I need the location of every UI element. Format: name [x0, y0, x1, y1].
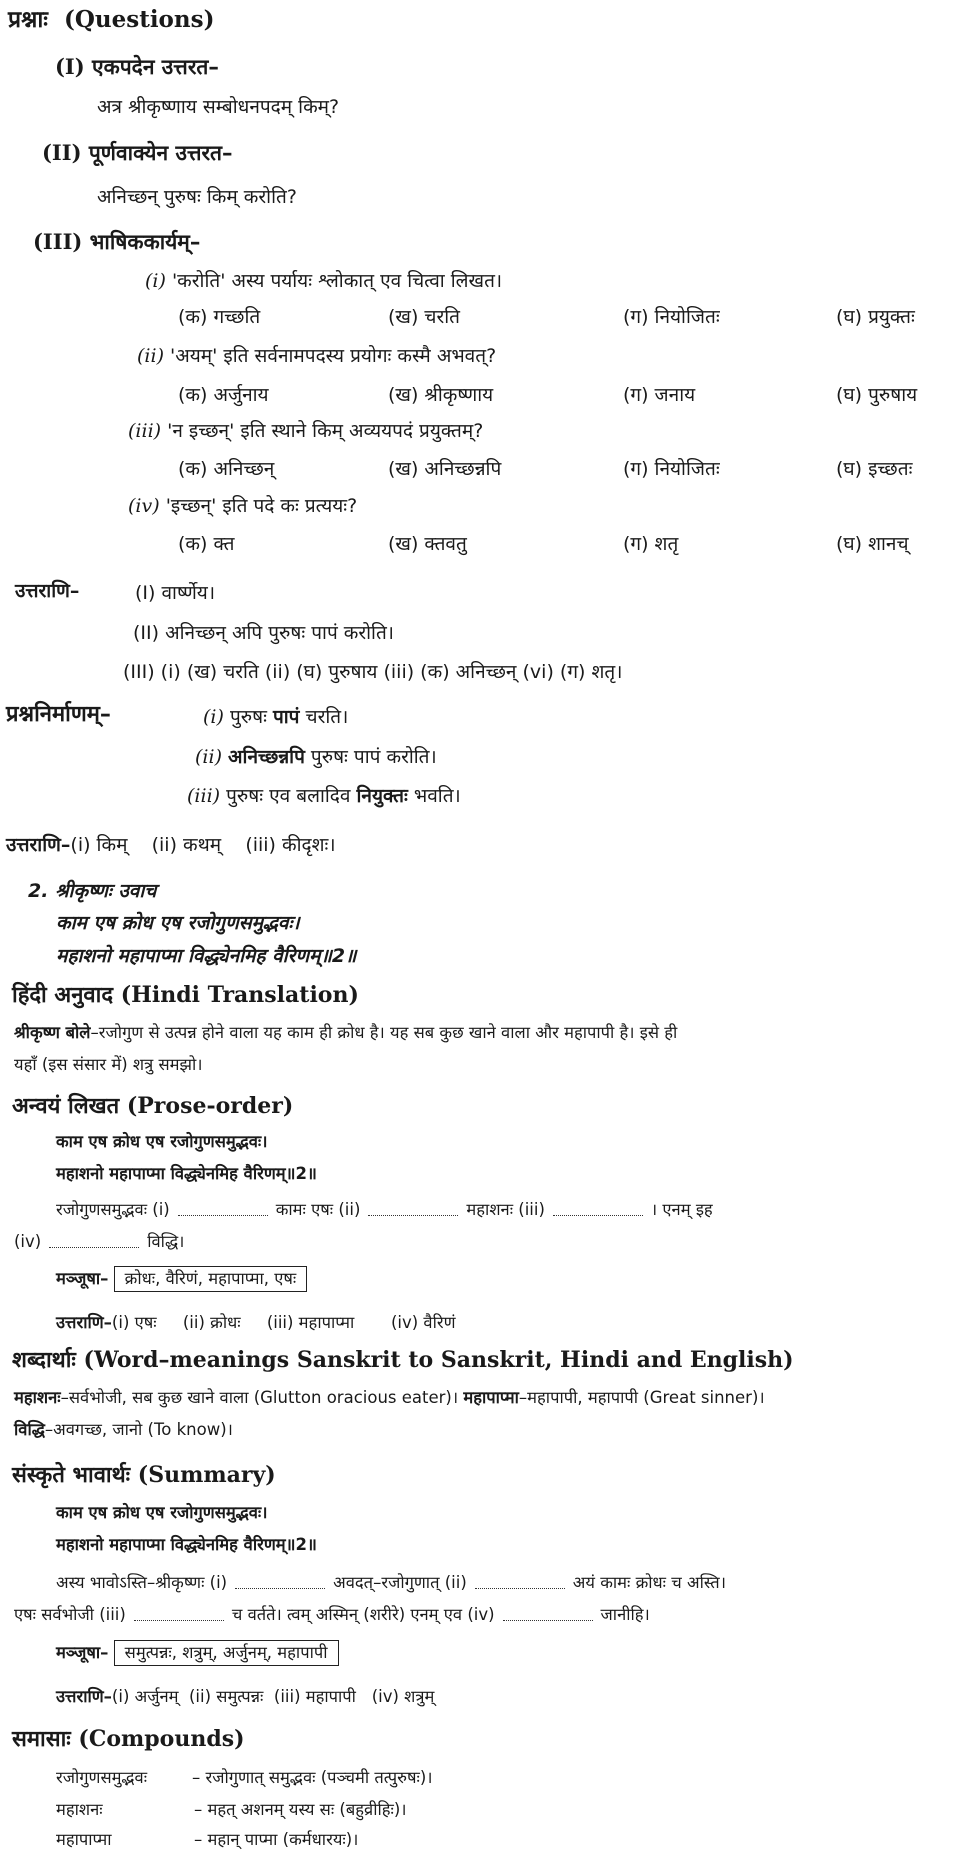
- answer-2: (ii) समुत्पन्नः: [189, 1687, 264, 1706]
- option-kha: (ख) अनिच्छन्नपि: [388, 458, 502, 480]
- verse-line-1: काम एष क्रोध एष रजोगुणसमुद्भवः।: [56, 912, 300, 934]
- part3-item-1-options: [178, 306, 968, 332]
- part3-title-text: भाषिककार्यम्–: [89, 230, 201, 254]
- fill-part: च वर्तते। त्वम् अस्मिन् (शरीरे) एनम् एव (iv): [231, 1605, 495, 1624]
- word: महाशनः: [14, 1388, 61, 1407]
- questions-heading-dv: प्रश्नाः: [8, 7, 48, 33]
- part3-title: [33, 229, 200, 255]
- option-ga: (ग) नियोजितः: [623, 306, 720, 328]
- option-kha: (ख) क्तवतु: [388, 533, 467, 555]
- part2-label: (II): [42, 140, 82, 165]
- part3-label: (III): [33, 229, 83, 254]
- meaning: –महापापी, महापापी (Great sinner)।: [518, 1388, 765, 1407]
- translation-text: –रजोगुण से उत्पन्न होने वाला यह काम ही क्रोध है। यह सब कुछ खाने वाला और महापापी है। इसे ही: [90, 1023, 678, 1042]
- hindi-translation-heading: [12, 982, 359, 1009]
- option-ga: (ग) शतृ: [623, 533, 679, 555]
- part3-item-2-options: [178, 384, 968, 410]
- item-pre: पुरुषः एव बलादिव: [226, 785, 357, 807]
- word-meanings-heading: [12, 1347, 794, 1374]
- qf-answer-2: (ii) कथम्: [151, 834, 222, 856]
- option-ga: (ग) नियोजितः: [623, 458, 720, 480]
- summary-verse-line-2: महाशनो महापाप्मा विद्ध्येनमिह वैरिणम्॥2॥: [56, 1535, 317, 1554]
- qf-item-1: [203, 706, 348, 729]
- prose-verse-line-1: काम एष क्रोध एष रजोगुणसमुद्भवः।: [56, 1132, 268, 1151]
- fill-part: जानीहि।: [600, 1605, 650, 1624]
- item-bold: अनिच्छन्नपि: [228, 746, 305, 768]
- hindi-translation-line-2: यहाँ (इस संसार में) शत्रु समझो।: [14, 1055, 203, 1074]
- option-kha: (ख) चरति: [388, 306, 460, 328]
- heading-en: (Compounds): [78, 1726, 245, 1752]
- meaning: –अवगच्छ, जानो (To know)।: [44, 1420, 233, 1439]
- compound-row-3: [56, 1830, 956, 1854]
- questions-heading: [8, 6, 214, 35]
- answers1-a3: (III) (i) (ख) चरति (ii) (घ) पुरुषाय (iii) (क) अनिच्छन् (vi) (ग) शतृ।: [123, 661, 623, 683]
- verse-line-2: महाशनो महापाप्मा विद्ध्येनमिह वैरिणम्॥2॥: [56, 945, 357, 967]
- item-bold: पापं: [272, 706, 300, 728]
- prose-manjusha: [56, 1266, 307, 1292]
- blank-1[interactable]: [178, 1205, 268, 1216]
- summary-fill-line-1: [56, 1573, 966, 1593]
- part2-title-text: पूर्णवाक्येन उत्तरत–: [88, 141, 233, 165]
- blank-3[interactable]: [553, 1205, 643, 1216]
- compound-word: महाशनः: [56, 1800, 103, 1819]
- prose-order-heading: [12, 1093, 293, 1120]
- prose-fill-line-2: [14, 1232, 184, 1252]
- item-post: भवति।: [407, 785, 461, 807]
- answers1-a1: (I) वार्ष्णेय।: [135, 582, 216, 604]
- compound-row-1: [56, 1768, 956, 1792]
- prose-verse-line-2: महाशनो महापाप्मा विद्ध्येनमिह वैरिणम्॥2॥: [56, 1164, 317, 1183]
- item-text: 'करोति' अस्य पर्यायः श्लोकात् एव चित्वा लिखत।: [171, 270, 503, 292]
- part1-title: [55, 54, 219, 80]
- item-number: (i): [145, 270, 166, 292]
- option-gha: (घ) पुरुषाय: [836, 384, 918, 406]
- item-post: चरति।: [299, 706, 349, 728]
- answers-label: उत्तराणि–: [56, 1687, 112, 1706]
- summary-verse-line-1: काम एष क्रोध एष रजोगुणसमुद्भवः।: [56, 1503, 268, 1522]
- fill-part: अयं कामः क्रोधः च अस्ति।: [572, 1573, 726, 1592]
- item-number: (i): [203, 706, 224, 728]
- qf-item-2: [195, 746, 437, 769]
- item-number: (iv): [128, 495, 160, 517]
- item-text: 'न इच्छन्' इति स्थाने किम् अव्ययपदं प्रयुक्तम्?: [167, 420, 484, 442]
- answer-3: (iii) महापापी: [273, 1687, 356, 1706]
- option-ka: (क) अर्जुनाय: [178, 384, 269, 406]
- compound-word: महापाप्मा: [56, 1830, 112, 1849]
- heading-dv: अन्वयं लिखत: [12, 1094, 120, 1119]
- option-ga: (ग) जनाय: [623, 384, 696, 406]
- manjusha-word-box: क्रोधः, वैरिणं, महापाप्मा, एषः: [114, 1266, 308, 1292]
- qf-answer-1: (i) किम्: [70, 834, 128, 856]
- heading-dv: संस्कृते भावार्थः: [12, 1463, 131, 1488]
- item-number: (ii): [137, 345, 164, 367]
- heading-dv: हिंदी अनुवाद: [12, 983, 114, 1008]
- part3-item-3: [128, 420, 483, 443]
- item-number: (iii): [187, 785, 221, 807]
- part3-item-4: [128, 495, 357, 518]
- compound-word: रजोगुणसमुद्भवः: [56, 1768, 148, 1787]
- compound-row-2: [56, 1800, 956, 1824]
- heading-en: (Word–meanings Sanskrit to Sanskrit, Hindi and English): [83, 1347, 794, 1373]
- blank-2[interactable]: [368, 1205, 458, 1216]
- blank-4[interactable]: [503, 1610, 593, 1621]
- part3-item-2: [137, 345, 496, 368]
- blank-2[interactable]: [475, 1578, 565, 1589]
- part1-title-text: एकपदेन उत्तरत–: [92, 55, 219, 79]
- questions-heading-en: (Questions): [63, 6, 215, 33]
- option-gha: (घ) शानच्: [836, 533, 909, 555]
- part2-question: अनिच्छन् पुरुषः किम् करोति?: [97, 186, 297, 208]
- option-gha: (घ) प्रयुक्तः: [836, 306, 915, 328]
- blank-3[interactable]: [134, 1610, 224, 1621]
- heading-en: (Prose-order): [126, 1093, 294, 1119]
- summary-manjusha: [56, 1640, 339, 1666]
- verse-heading: [28, 880, 156, 903]
- part1-label: (I): [55, 54, 85, 79]
- item-number: (ii): [195, 746, 222, 768]
- fill-part: (iv): [14, 1232, 42, 1251]
- fill-part: । एनम् इह: [650, 1200, 713, 1219]
- prose-answers: [56, 1313, 456, 1333]
- option-gha: (घ) इच्छतः: [836, 458, 913, 480]
- word: महापाप्मा: [463, 1388, 519, 1407]
- heading-en: (Summary): [137, 1462, 276, 1488]
- word: विद्धि: [14, 1420, 45, 1439]
- blank-1[interactable]: [235, 1578, 325, 1589]
- verse-number: 2.: [28, 880, 49, 902]
- part2-title: [42, 140, 233, 166]
- option-ka: (क) गच्छति: [178, 306, 261, 328]
- item-number: (iii): [128, 420, 162, 442]
- fill-part: अवदत्–रजोगुणात् (ii): [333, 1573, 467, 1592]
- qf-item-3: [187, 785, 461, 808]
- item-text: 'इच्छन्' इति पदे कः प्रत्ययः?: [165, 495, 358, 517]
- option-kha: (ख) श्रीकृष्णाय: [388, 384, 494, 406]
- compounds-heading: [12, 1726, 245, 1753]
- answer-4: (iv) वैरिणं: [390, 1313, 456, 1332]
- summary-answers: [56, 1687, 434, 1707]
- answer-4: (iv) शत्रुम्: [371, 1687, 435, 1706]
- item-bold: नियुक्तः: [356, 785, 408, 807]
- fill-part: महाशनः (iii): [466, 1200, 545, 1219]
- answer-2: (ii) क्रोधः: [182, 1313, 241, 1332]
- compound-expansion: – महान् पाप्मा (कर्मधारयः)।: [194, 1830, 359, 1849]
- qf-answers-label: उत्तराणि–: [6, 834, 71, 856]
- meaning: –सर्वभोजी, सब कुछ खाने वाला (Glutton oracious eater)।: [60, 1388, 459, 1407]
- manjusha-label: मञ्जूषा–: [56, 1643, 109, 1662]
- qf-answers: [6, 834, 336, 857]
- summary-fill-line-2: [14, 1605, 650, 1625]
- speaker: श्रीकृष्ण बोले: [14, 1023, 91, 1042]
- heading-en: (Hindi Translation): [120, 982, 359, 1008]
- prose-fill-line-1: [56, 1200, 966, 1220]
- compound-expansion: – रजोगुणात् समुद्भवः (पञ्चमी तत्पुरुषः)।: [192, 1768, 433, 1787]
- manjusha-label: मञ्जूषा–: [56, 1269, 109, 1288]
- item-post: पुरुषः पापं करोति।: [304, 746, 437, 768]
- word-meanings-line-1: [14, 1388, 765, 1408]
- item-text: 'अयम्' इति सर्वनामपदस्य प्रयोगः कस्मै अभवत्?: [170, 345, 497, 367]
- verse-speaker: श्रीकृष्णः उवाच: [55, 880, 157, 902]
- blank-4[interactable]: [49, 1237, 139, 1248]
- heading-dv: शब्दार्थाः: [12, 1348, 76, 1373]
- compound-expansion: – महत् अशनम् यस्य सः (बहुव्रीहिः)।: [194, 1800, 407, 1819]
- part3-item-4-options: [178, 533, 968, 559]
- part1-question: अत्र श्रीकृष्णाय सम्बोधनपदम् किम्?: [97, 96, 340, 118]
- fill-part: एषः सर्वभोजी (iii): [14, 1605, 126, 1624]
- heading-dv: समासाः: [12, 1727, 71, 1752]
- word-meanings-line-2: [14, 1420, 233, 1440]
- fill-part: रजोगुणसमुद्भवः (i): [56, 1200, 170, 1219]
- answers-label: उत्तराणि–: [56, 1313, 112, 1332]
- answer-1: (i) अर्जुनम्: [111, 1687, 179, 1706]
- fill-part: कामः एषः (ii): [275, 1200, 361, 1219]
- option-ka: (क) क्त: [178, 533, 235, 555]
- option-ka: (क) अनिच्छन्: [178, 458, 275, 480]
- qf-answer-3: (iii) कीदृशः।: [245, 834, 336, 856]
- answers1-label: उत्तराणि–: [15, 580, 80, 602]
- item-pre: पुरुषः: [229, 706, 273, 728]
- fill-part: अस्य भावोऽस्ति–श्रीकृष्णः (i): [56, 1573, 228, 1592]
- summary-heading: [12, 1462, 276, 1489]
- part3-item-1: [145, 270, 502, 293]
- answer-3: (iii) महापाप्मा: [266, 1313, 355, 1332]
- hindi-translation-line-1: [14, 1023, 677, 1043]
- fill-part: विद्धि।: [147, 1232, 185, 1251]
- answer-1: (i) एषः: [111, 1313, 157, 1332]
- question-formation-label: प्रश्ननिर्माणम्–: [6, 702, 111, 727]
- answers1-a2: (II) अनिच्छन् अपि पुरुषः पापं करोति।: [133, 622, 395, 644]
- manjusha-word-box: समुत्पन्नः, शत्रुम्, अर्जुनम्, महापापी: [114, 1640, 339, 1666]
- part3-item-3-options: [178, 458, 968, 484]
